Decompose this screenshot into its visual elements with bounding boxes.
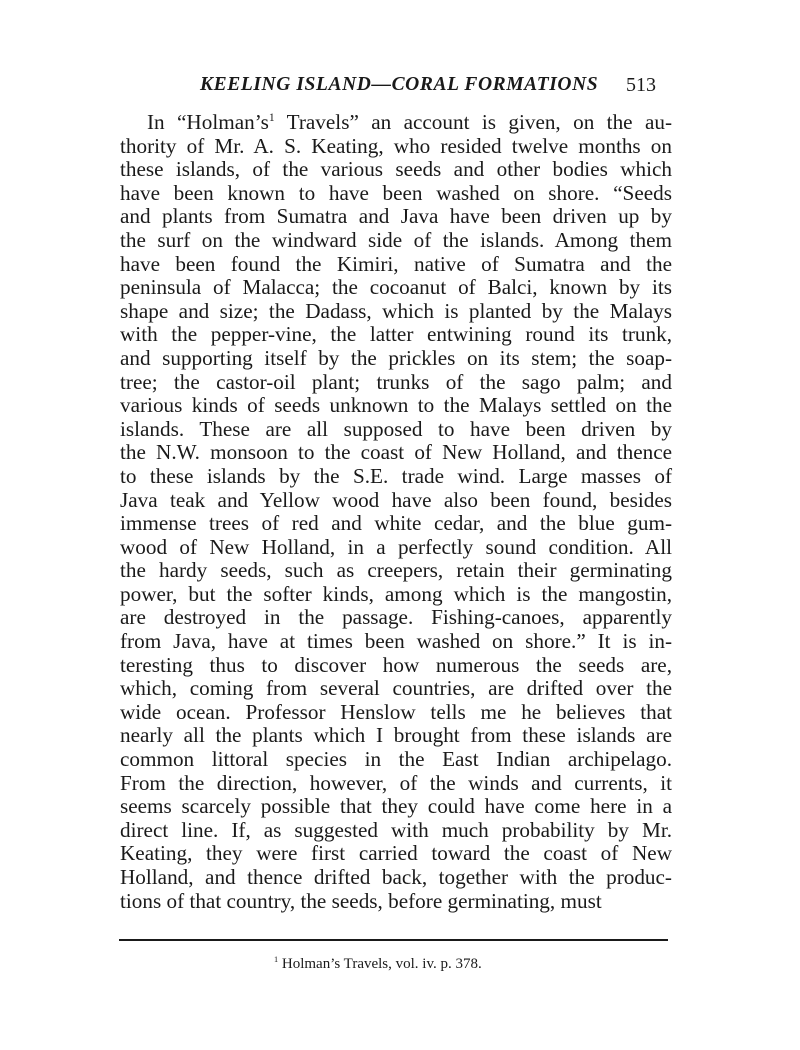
- footnote-divider: [119, 939, 668, 941]
- page-number: 513: [626, 74, 656, 96]
- text-line: direct line. If, as suggested with much probability by Mr.: [120, 817, 672, 842]
- first-line-end: Travels” an account is given, on the au-: [274, 110, 672, 134]
- text-line: thority of Mr. A. S. Keating, who resided twelve months on: [120, 133, 672, 158]
- text-line: common littoral species in the East Indian archipelago.: [120, 747, 672, 772]
- text-line: From the direction, however, of the winds and currents, it: [120, 770, 672, 795]
- text-line: seems scarcely possible that they could have come here in a: [120, 794, 672, 819]
- text-line: various kinds of seeds unknown to the Malays settled on the: [120, 393, 672, 418]
- text-line: which, coming from several countries, are drifted over the: [120, 676, 672, 701]
- footnote-marker: 1: [274, 955, 279, 964]
- footnote-text: Holman’s Travels, vol. iv. p. 378.: [278, 956, 482, 972]
- text-line: are destroyed in the passage. Fishing-canoes, apparently: [120, 605, 672, 630]
- footnote: [274, 956, 482, 973]
- text-line: teresting thus to discover how numerous the seeds are,: [120, 652, 672, 677]
- text-line: power, but the softer kinds, among which is the mangostin,: [120, 581, 672, 606]
- text-line: Java teak and Yellow wood have also been found, besides: [120, 487, 672, 512]
- text-line: have been known to have been washed on shore. “Seeds: [120, 180, 672, 205]
- text-line: wood of New Holland, in a perfectly sound condition. All: [120, 534, 672, 559]
- text-line: and plants from Sumatra and Java have been driven up by: [120, 204, 672, 229]
- text-line-last: tions of that country, the seeds, before germinating, must: [120, 888, 602, 913]
- footnote-reference: 1: [268, 110, 275, 124]
- body-paragraph: [120, 111, 672, 913]
- text-line: the hardy seeds, such as creepers, retain their germinating: [120, 558, 672, 583]
- text-line: to these islands by the S.E. trade wind. Large masses of: [120, 463, 672, 488]
- text-line: nearly all the plants which I brought from these islands are: [120, 723, 672, 748]
- text-line: wide ocean. Professor Henslow tells me he believes that: [120, 699, 672, 724]
- text-line: immense trees of red and white cedar, and the blue gum-: [120, 511, 672, 536]
- text-line: the N.W. monsoon to the coast of New Holland, and thence: [120, 440, 672, 465]
- text-line: with the pepper-vine, the latter entwining round its trunk,: [120, 322, 672, 347]
- text-line: peninsula of Malacca; the cocoanut of Balci, known by its: [120, 275, 672, 300]
- text-line: tree; the castor-oil plant; trunks of the sago palm; and: [120, 369, 672, 394]
- text-line: from Java, have at times been washed on shore.” It is in-: [120, 629, 672, 654]
- text-line: these islands, of the various seeds and other bodies which: [120, 157, 672, 182]
- text-line: have been found the Kimiri, native of Sumatra and the: [120, 251, 672, 276]
- text-line: Holland, and thence drifted back, together with the produc-: [120, 865, 672, 889]
- first-line-start: In “Holman’s: [147, 110, 269, 134]
- text-line: shape and size; the Dadass, which is planted by the Malays: [120, 298, 672, 323]
- text-line: islands. These are all supposed to have been driven by: [120, 416, 672, 441]
- paragraph-first-line: [120, 111, 672, 135]
- text-line: and supporting itself by the prickles on its stem; the soap-: [120, 345, 672, 370]
- text-line: Keating, they were first carried toward the coast of New: [120, 841, 672, 866]
- running-title: KEELING ISLAND—CORAL FORMATIONS: [200, 74, 599, 95]
- text-line: the surf on the windward side of the islands. Among them: [120, 227, 672, 252]
